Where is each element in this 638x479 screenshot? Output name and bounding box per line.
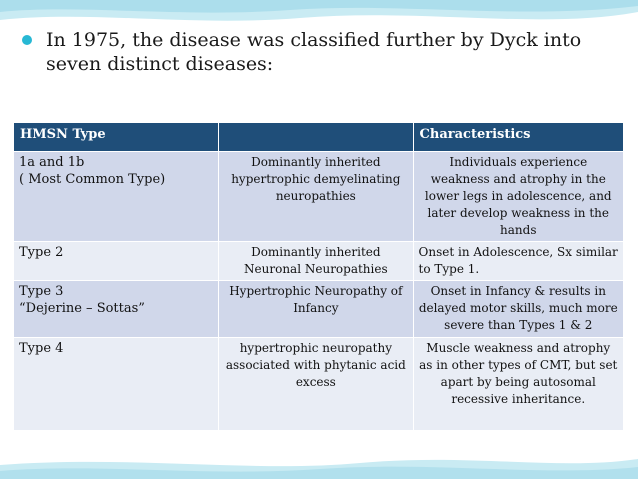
- type-subtitle: ( Most Common Type): [19, 172, 166, 187]
- bullet-text-line1: In 1975, the disease was classified further by Dyck into: [46, 29, 582, 51]
- inheritance-cell: Dominantly inherited hypertrophic demyelinating neuropathies: [219, 152, 413, 242]
- inheritance-cell: Dominantly inherited Neuronal Neuropathies: [219, 242, 413, 281]
- type-name: Type 4: [19, 341, 64, 356]
- type-cell: [14, 338, 219, 431]
- hmsn-table: [13, 122, 624, 431]
- header-blank: [219, 123, 413, 152]
- type-cell: [14, 242, 219, 281]
- bottom-wave-decoration: [0, 449, 638, 479]
- type-cell: [14, 281, 219, 338]
- table-header-row: [14, 123, 624, 152]
- bullet-point: [22, 28, 622, 76]
- table-row: [14, 338, 624, 431]
- type-name: Type 2: [19, 245, 64, 260]
- type-cell: [14, 152, 219, 242]
- characteristics-cell: Onset in Adolescence, Sx similar to Type 1.: [413, 242, 623, 281]
- characteristics-cell: Muscle weakness and atrophy as in other types of CMT, but set apart by being autosomal recessive inheritance.: [413, 338, 623, 431]
- bullet-dot-icon: [22, 35, 32, 45]
- inheritance-cell: Hypertrophic Neuropathy of Infancy: [219, 281, 413, 338]
- type-name: 1a and 1b: [19, 155, 85, 170]
- header-characteristics: Characteristics: [413, 123, 623, 152]
- table-row: [14, 242, 624, 281]
- bullet-text-line2: seven distinct diseases:: [46, 53, 274, 75]
- header-hmsn-type: HMSN Type: [14, 123, 219, 152]
- table-row: [14, 152, 624, 242]
- table-row: [14, 281, 624, 338]
- characteristics-cell: Individuals experience weakness and atrophy in the lower legs in adolescence, and later develop weakness in the hands: [413, 152, 623, 242]
- characteristics-cell: Onset in Infancy & results in delayed motor skills, much more severe than Types 1 & 2: [413, 281, 623, 338]
- type-name: Type 3: [19, 284, 64, 299]
- type-subtitle: “Dejerine – Sottas”: [19, 301, 145, 316]
- inheritance-cell: hypertrophic neuropathy associated with phytanic acid excess: [219, 338, 413, 431]
